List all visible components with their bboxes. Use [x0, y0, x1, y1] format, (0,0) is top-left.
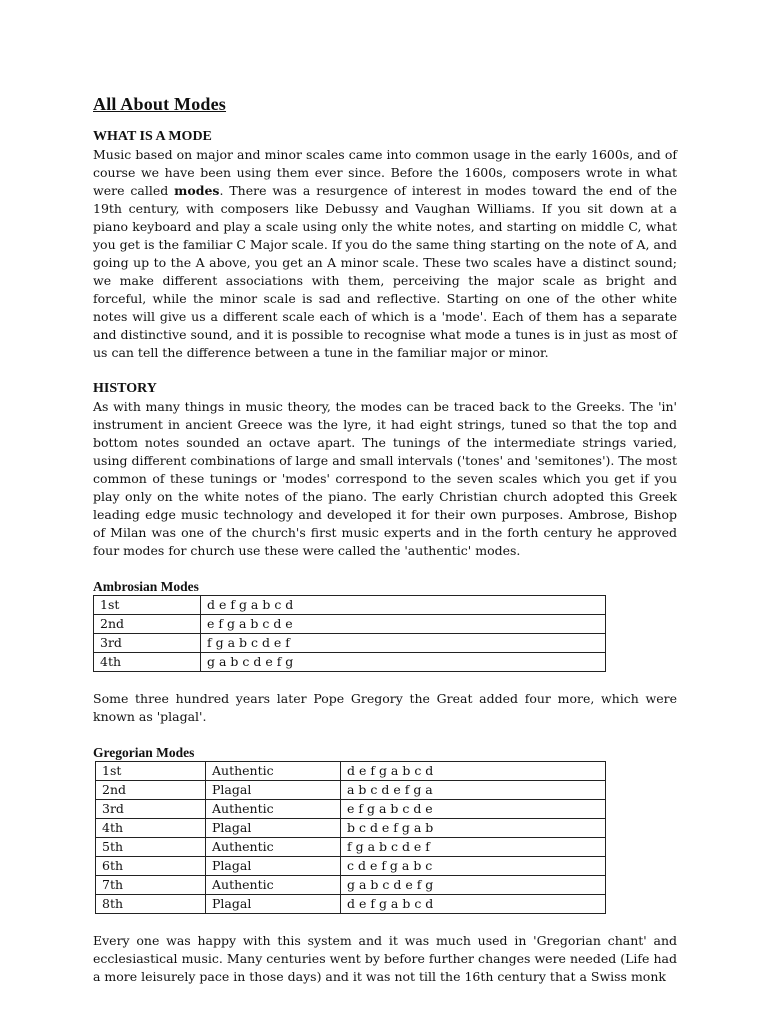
section-paragraph-what-is-a-mode: [93, 146, 677, 362]
table-cell: d e f g a b c d: [341, 895, 606, 914]
table-row: [96, 838, 606, 857]
spacer: [93, 362, 677, 380]
table-cell: Plagal: [206, 895, 341, 914]
table-row: [96, 762, 606, 781]
table-row: [96, 895, 606, 914]
table-row: [96, 857, 606, 876]
table-cell: e f g a b c d e: [201, 615, 606, 634]
table-cell: g a b c d e f g: [341, 876, 606, 895]
table-cell: d e f g a b c d: [201, 596, 606, 615]
table-cell: Plagal: [206, 857, 341, 876]
table-cell: e f g a b c d e: [341, 800, 606, 819]
spacer: [93, 560, 677, 578]
table-cell: 7th: [96, 876, 206, 895]
table-cell: d e f g a b c d: [341, 762, 606, 781]
table-cell: Authentic: [206, 800, 341, 819]
table-row: [96, 876, 606, 895]
table-row: [94, 596, 606, 615]
table-cell: 4th: [96, 819, 206, 838]
table-cell: Authentic: [206, 838, 341, 857]
table-cell: 1st: [94, 596, 201, 615]
table-cell: 6th: [96, 857, 206, 876]
section-heading-what-is-a-mode: WHAT IS A MODE: [93, 129, 212, 144]
table-row: [94, 615, 606, 634]
table-cell: a b c d e f g a: [341, 781, 606, 800]
spacer: [93, 672, 677, 690]
table-cell: 2nd: [94, 615, 201, 634]
bold-term-modes: modes: [174, 183, 220, 198]
gregorian-table-title: Gregorian Modes: [93, 745, 195, 760]
closing-paragraph: Every one was happy with this system and it was much used in 'Gregorian chant' and ecclesiastical music. Many centuries went by before further changes were needed (Life had a more leisurely pace in those days) and it was not till the 16th century that a Swiss monk: [93, 933, 677, 984]
table-cell: 5th: [96, 838, 206, 857]
spacer: [93, 726, 677, 744]
table-cell: Plagal: [206, 781, 341, 800]
paragraph-text-part-1: Music based on major and minor scales came into common usage in the early 1600s, and of course we have been using them ever since. Before the 1600s, composers wrote in what were called: [93, 147, 677, 198]
table-cell: 4th: [94, 653, 201, 672]
table-cell: 3rd: [96, 800, 206, 819]
table-row: [94, 634, 606, 653]
table-cell: 2nd: [96, 781, 206, 800]
table-cell: f g a b c d e f: [341, 838, 606, 857]
document-page: [93, 92, 677, 986]
table-row: [96, 781, 606, 800]
ambrosian-table-title: Ambrosian Modes: [93, 579, 199, 594]
gregory-paragraph: Some three hundred years later Pope Gregory the Great added four more, which were known as 'plagal'.: [93, 691, 677, 724]
table-row: [96, 800, 606, 819]
table-cell: c d e f g a b c: [341, 857, 606, 876]
table-cell: 1st: [96, 762, 206, 781]
table-row: [96, 819, 606, 838]
spacer: [93, 914, 677, 932]
table-cell: 8th: [96, 895, 206, 914]
section-heading-history: HISTORY: [93, 381, 157, 396]
gregorian-table-body: [96, 762, 606, 914]
table-cell: Authentic: [206, 762, 341, 781]
table-cell: f g a b c d e f: [201, 634, 606, 653]
ambrosian-modes-table: [93, 595, 606, 672]
ambrosian-table-body: [94, 596, 606, 672]
page-title: All About Modes: [93, 94, 227, 114]
table-cell: 3rd: [94, 634, 201, 653]
table-cell: Plagal: [206, 819, 341, 838]
table-cell: Authentic: [206, 876, 341, 895]
table-cell: g a b c d e f g: [201, 653, 606, 672]
table-cell: b c d e f g a b: [341, 819, 606, 838]
table-row: [94, 653, 606, 672]
gregorian-modes-table: [95, 761, 606, 914]
section-paragraph-history: As with many things in music theory, the modes can be traced back to the Greeks. The 'in' instrument in ancient Greece was the lyre, it had eight strings, tuned so that the top and bottom notes sounded an octave apart. The tunings of the intermediate strings varied, using different combinations of large and small intervals ('tones' and 'semitones'). The most common of these tunings or 'modes' correspond to the seven scales which you get if you play only on the white notes of the piano. The early Christian church adopted this Greek leading edge music technology and developed it for their own purposes. Ambrose, Bishop of Milan was one of the church's first music experts and in the forth century he approved four modes for church use these were called the 'authentic' modes.: [93, 399, 677, 558]
paragraph-text-part-2: . There was a resurgence of interest in modes toward the end of the 19th century, with composers like Debussy and Vaughan Williams. If you sit down at a piano keyboard and play a scale using only the white notes, and starting on middle C, what you get is the familiar C Major scale. If you do the same thing starting on the note of A, and going up to the A above, you get an A minor scale. These two scales have a distinct sound; we make different associations with them, perceiving the major scale as bright and forceful, while the minor scale is sad and reflective. Starting on one of the other white notes will give us a different scale each of which is a 'mode'. Each of them has a separate and distinctive sound, and it is possible to recognise what mode a tunes is in just as most of us can tell the difference between a tune in the familiar major or minor.: [93, 183, 677, 360]
